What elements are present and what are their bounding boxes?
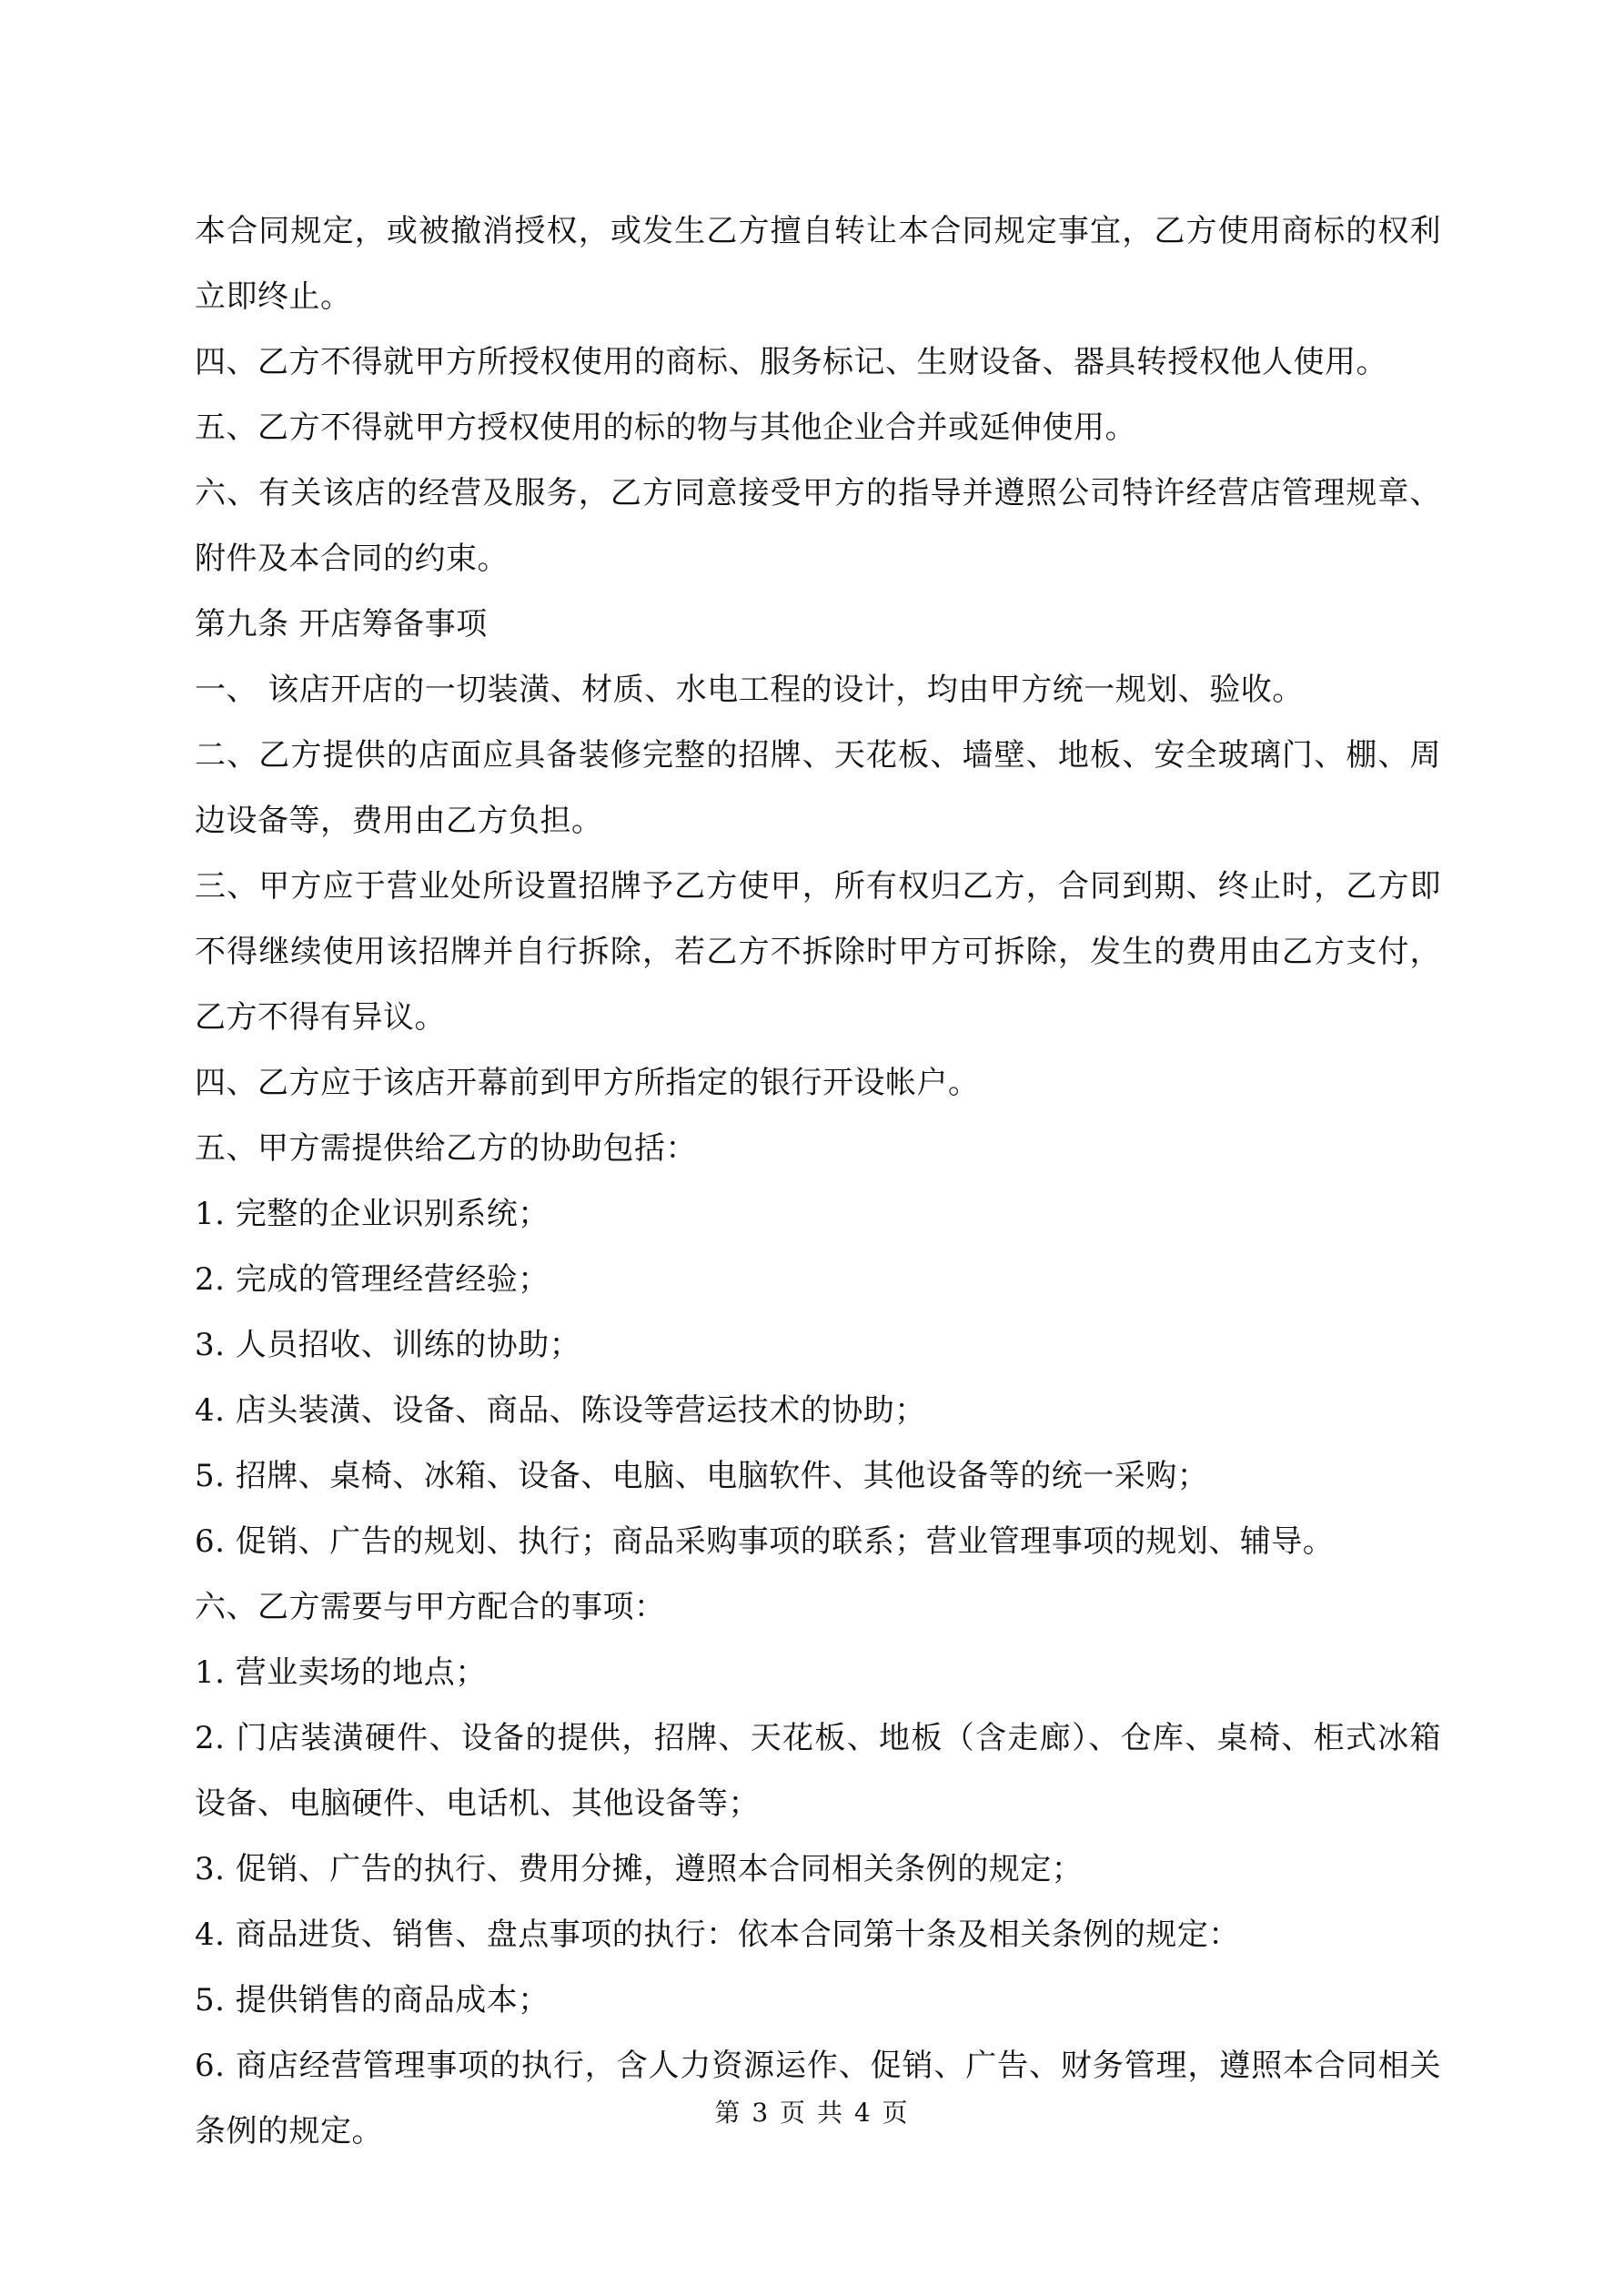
paragraph: 六、有关该店的经营及服务，乙方同意接受甲方的指导并遵照公司特许经营店管理规章、附件及本合同的约束。 — [195, 475, 1441, 577]
paragraph: 本合同规定，或被撤消授权，或发生乙方擅自转让本合同规定事宜，乙方使用商标的权利立即终止。 — [195, 213, 1441, 315]
document-body — [195, 198, 1441, 2164]
section-heading: 第九条 开店筹备事项 — [195, 606, 488, 642]
list-item: 4. 商品进货、销售、盘点事项的执行：依本合同第十条及相关条例的规定： — [195, 1917, 1240, 1953]
paragraph: 四、乙方应于该店开幕前到甲方所指定的银行开设帐户。 — [195, 1065, 980, 1101]
paragraph: 五、乙方不得就甲方授权使用的标的物与其他企业合并或延伸使用。 — [195, 410, 1136, 446]
page-number: 第 3 页 共 4 页 — [714, 2098, 910, 2128]
list-item: 6. 促销、广告的规划、执行；商品采购事项的联系；营业管理事项的规划、辅导。 — [195, 1523, 1335, 1560]
list-item: 2. 完成的管理经营经验； — [195, 1261, 550, 1298]
list-item: 1. 完整的企业识别系统； — [195, 1196, 550, 1232]
paragraph: 四、乙方不得就甲方所授权使用的商标、服务标记、生财设备、器具转授权他人使用。 — [195, 344, 1387, 380]
list-item: 4. 店头装潢、设备、商品、陈设等营运技术的协助； — [195, 1392, 926, 1429]
list-item: 5. 提供销售的商品成本； — [195, 1982, 550, 2018]
paragraph: 一、 该店开店的一切装潢、材质、水电工程的设计，均由甲方统一规划、验收。 — [195, 672, 1304, 708]
list-item: 1. 营业卖场的地点； — [195, 1654, 487, 1691]
paragraph: 六、乙方需要与甲方配合的事项： — [195, 1589, 666, 1625]
list-item: 6. 商店经营管理事项的执行，含人力资源运作、促销、广告、财务管理，遵照本合同相关条例的规定。 — [195, 2048, 1441, 2149]
paragraph: 五、甲方需提供给乙方的协助包括： — [195, 1130, 697, 1167]
paragraph: 二、乙方提供的店面应具备装修完整的招牌、天花板、墙壁、地板、安全玻璃门、棚、周边设备等，费用由乙方负担。 — [195, 737, 1441, 839]
list-item: 5. 招牌、桌椅、冰箱、设备、电脑、电脑软件、其他设备等的统一采购； — [195, 1458, 1209, 1494]
list-item: 3. 人员招收、训练的协助； — [195, 1327, 581, 1363]
list-item: 3. 促销、广告的执行、费用分摊，遵照本合同相关条例的规定； — [195, 1851, 1084, 1887]
paragraph: 三、甲方应于营业处所设置招牌予乙方使甲，所有权归乙方，合同到期、终止时，乙方即不得继续使用该招牌并自行拆除，若乙方不拆除时甲方可拆除，发生的费用由乙方支付，乙方不得有异议。 — [195, 868, 1441, 1036]
list-item: 2. 门店装潢硬件、设备的提供，招牌、天花板、地板（含走廊）、仓库、桌椅、柜式冰箱设备、电脑硬件、电话机、其他设备等； — [195, 1720, 1441, 1822]
